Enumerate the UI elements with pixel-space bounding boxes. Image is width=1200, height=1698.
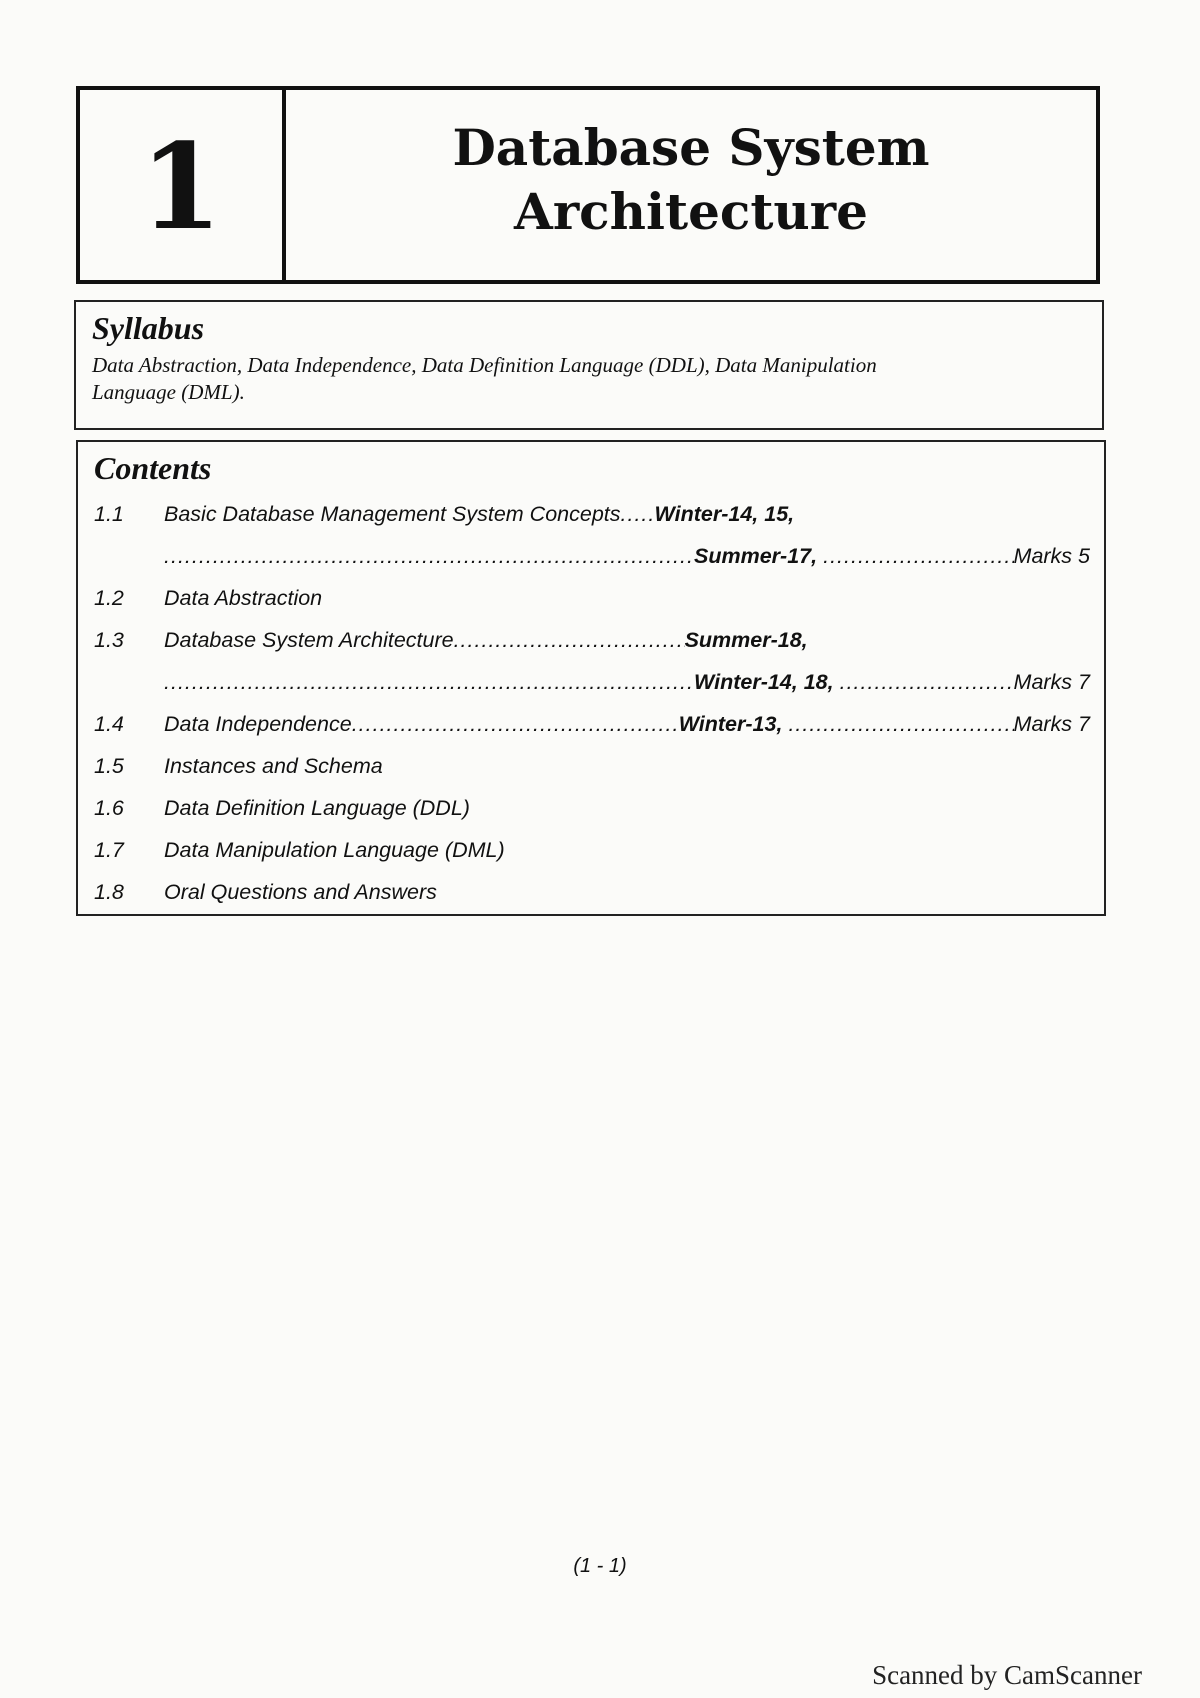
toc-marks: Marks 5 [1013, 544, 1090, 568]
toc-marks: Marks 7 [1013, 712, 1090, 736]
syllabus-line2: Language (DML). [92, 380, 245, 404]
syllabus-text [92, 352, 1088, 406]
scanner-watermark: Scanned by CamScanner [872, 1660, 1142, 1690]
chapter-title-cell [286, 90, 1096, 280]
toc-row [94, 628, 1090, 670]
toc-number: 1.5 [94, 754, 124, 778]
toc-leader [352, 712, 679, 737]
toc-title: Oral Questions and Answers [164, 880, 437, 904]
toc-row-continued [94, 544, 1090, 586]
toc-row [94, 502, 1090, 544]
toc-number: 1.7 [94, 838, 124, 862]
toc-row [94, 754, 1090, 796]
toc-number: 1.2 [94, 586, 124, 610]
toc-number: 1.4 [94, 712, 124, 736]
toc-number: 1.1 [94, 502, 124, 526]
toc-exams: Summer-18, [684, 628, 808, 652]
toc-exams: Winter-14, 15, [654, 502, 795, 526]
toc-title: Data Abstraction [164, 586, 323, 610]
chapter-number: 1 [139, 117, 223, 256]
toc-leader [454, 628, 685, 653]
toc-row [94, 880, 1090, 922]
toc-exams: Winter-13, [678, 712, 783, 736]
toc-marks: Marks 7 [1013, 670, 1090, 694]
contents-box [76, 440, 1106, 916]
table-of-contents [94, 502, 1090, 922]
toc-exams: Winter-14, 18, [694, 670, 834, 694]
toc-leader [621, 502, 655, 527]
toc-leader [823, 544, 1013, 569]
toc-title: Data Independence [164, 712, 352, 736]
syllabus-heading: Syllabus [92, 310, 205, 346]
syllabus-box [74, 300, 1104, 430]
toc-leader [840, 670, 1014, 695]
toc-row [94, 796, 1090, 838]
chapter-header [76, 86, 1100, 284]
toc-title: Data Manipulation Language (DML) [164, 838, 505, 862]
toc-number: 1.6 [94, 796, 124, 820]
toc-leader [164, 670, 694, 695]
page-number: (1 - 1) [573, 1555, 627, 1577]
syllabus-line1: Data Abstraction, Data Independence, Data Definition Language (DDL), Data Manipulation [92, 353, 877, 377]
toc-number: 1.3 [94, 628, 124, 652]
chapter-number-cell [80, 90, 286, 280]
toc-row-continued [94, 670, 1090, 712]
toc-leader [164, 544, 694, 569]
toc-row [94, 838, 1090, 880]
toc-exams: Summer-17, [694, 544, 818, 568]
contents-heading: Contents [94, 450, 212, 486]
toc-title: Data Definition Language (DDL) [164, 796, 470, 820]
toc-row [94, 586, 1090, 628]
toc-row [94, 712, 1090, 754]
chapter-title [452, 116, 929, 244]
chapter-title-line2: Architecture [514, 182, 868, 241]
toc-title: Database System Architecture [164, 628, 454, 652]
toc-leader [788, 712, 1013, 737]
toc-title: Basic Database Management System Concepts [164, 502, 621, 526]
toc-number: 1.8 [94, 880, 124, 904]
toc-title: Instances and Schema [164, 754, 383, 778]
chapter-title-line1: Database System [452, 118, 930, 177]
